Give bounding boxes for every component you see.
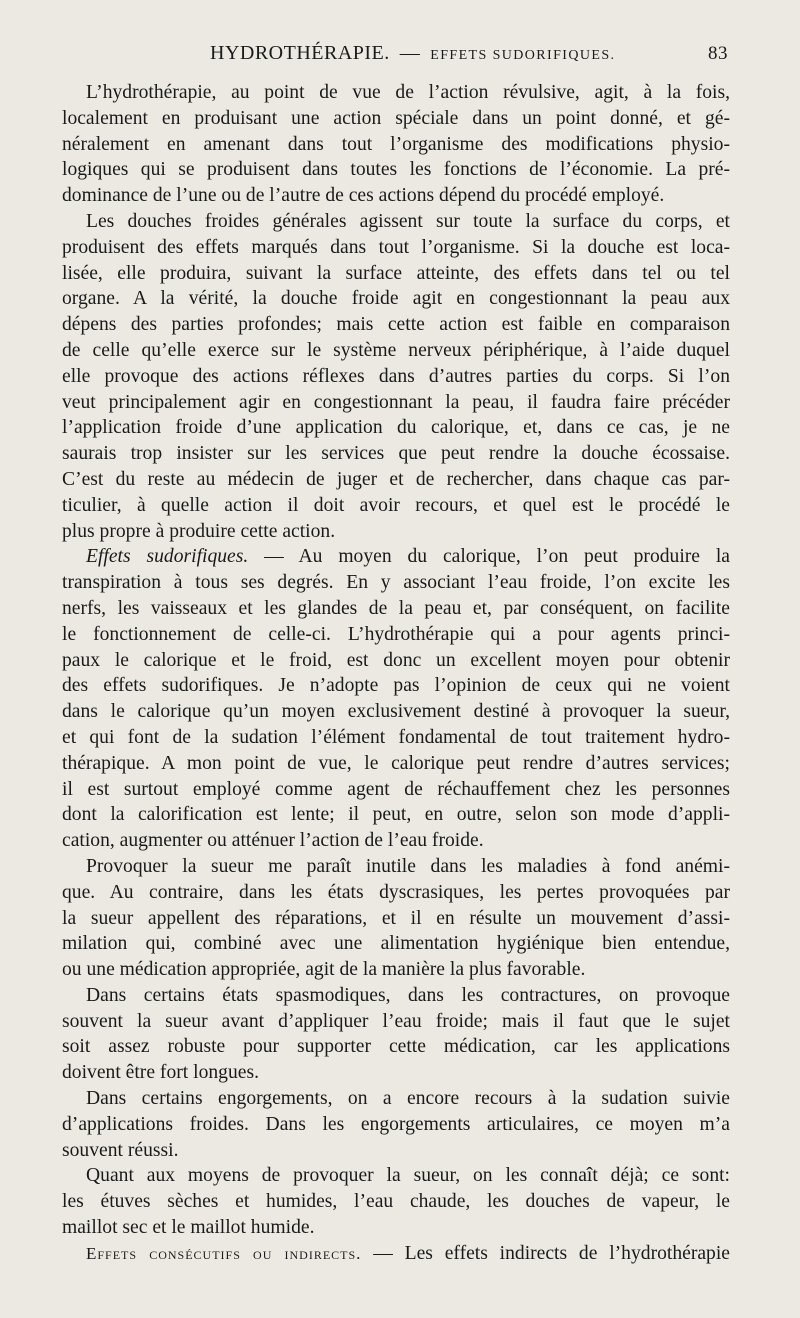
text-line	[62, 622, 730, 648]
line-text: ticulier, à quelle action il doit avoir recours, et quel est le procédé le	[62, 494, 730, 516]
line-text: la sueur appellent des réparations, et il en résulte un mouvement d’assi-	[62, 907, 730, 929]
line-text: nerfs, les vaisseaux et les glandes de la peau et, par conséquent, on facilite	[62, 597, 730, 619]
line-text: elle provoque des actions réflexes dans d’autres parties du corps. Si l’on	[62, 365, 730, 387]
running-header	[62, 42, 728, 72]
line-text: Dans certains états spasmodiques, dans les contractures, on provoque	[86, 984, 730, 1006]
text-line	[62, 1034, 730, 1060]
body-text	[62, 80, 730, 1267]
text-line	[62, 725, 730, 751]
text-line	[62, 519, 730, 545]
line-text: d’applications froides. Dans les engorgements articulaires, ce moyen m’a	[62, 1113, 730, 1135]
text-line	[62, 880, 730, 906]
line-text: néralement en amenant dans tout l’organisme des modifications physio-	[62, 133, 730, 155]
text-line	[62, 286, 730, 312]
text-line	[62, 1189, 730, 1215]
line-text: il est surtout employé comme agent de réchauffement chez les personnes	[62, 778, 730, 800]
text-line	[62, 854, 730, 880]
page-number: 83	[708, 43, 728, 64]
line-text: organe. A la vérité, la douche froide agit en congestionnant la peau aux	[62, 288, 730, 310]
text-line	[62, 415, 730, 441]
line-text: dont la calorification est lente; il peut, en outre, selon son mode d’appli-	[62, 804, 730, 826]
line-text: les étuves sèches et humides, l’eau chaude, les douches de vapeur, le	[62, 1191, 730, 1213]
text-line	[62, 1215, 730, 1241]
text-line	[62, 80, 730, 106]
line-text: soit assez robuste pour supporter cette médication, car les applications	[62, 1036, 730, 1058]
text-line	[62, 777, 730, 803]
line-text: dominance de l’une ou de l’autre de ces actions dépend du procédé employé.	[62, 185, 665, 207]
text-line	[62, 493, 730, 519]
running-title: HYDROTHÉRAPIE.	[210, 42, 390, 64]
line-text: plus propre à produire cette action.	[62, 520, 336, 542]
text-line	[62, 441, 730, 467]
text-line	[62, 312, 730, 338]
line-text: localement en produisant une action spéciale dans un point donné, et gé-	[62, 107, 730, 129]
text-line	[62, 931, 730, 957]
header-dash: —	[399, 42, 421, 64]
line-text: — Les effets indirects de l’hydrothérapie	[373, 1242, 730, 1264]
line-text: veut principalement agir en congestionnant la peau, il faudra faire précéder	[62, 391, 730, 413]
text-line	[62, 983, 730, 1009]
line-text: produisent des effets marqués dans tout l’organisme. Si la douche est loca-	[62, 236, 730, 258]
line-text: de celle qu’elle exerce sur le système nerveux périphérique, à l’aide duquel	[62, 339, 730, 361]
text-line	[62, 570, 730, 596]
text-line	[62, 1060, 730, 1086]
line-text: le fonctionnement de celle-ci. L’hydrothérapie qui a pour agents princi-	[62, 623, 730, 645]
line-text: l’application froide d’une application du calorique, et, dans ce cas, je ne	[62, 417, 730, 439]
line-text: ou une médication appropriée, agit de la manière la plus favorable.	[62, 959, 586, 981]
line-text: C’est du reste au médecin de juger et de rechercher, dans chaque cas par-	[62, 468, 730, 490]
line-text: L’hydrothérapie, au point de vue de l’action révulsive, agit, à la fois,	[86, 82, 730, 103]
text-line	[62, 648, 730, 674]
line-text: thérapique. A mon point de vue, le calorique peut rendre d’autres services;	[62, 752, 730, 774]
line-text: que. Au contraire, dans les états dyscrasiques, les pertes provoquées par	[62, 881, 730, 903]
text-line	[62, 209, 730, 235]
line-text: Dans certains engorgements, on a encore recours à la sudation suivie	[86, 1088, 730, 1110]
text-line	[62, 1163, 730, 1189]
text-line	[62, 467, 730, 493]
text-line	[62, 957, 730, 983]
line-text: souvent réussi.	[62, 1139, 179, 1161]
text-line	[62, 106, 730, 132]
text-line	[62, 261, 730, 287]
line-text: dans le calorique qu’un moyen exclusivement destiné à provoquer la sueur,	[62, 701, 730, 723]
line-text: Les douches froides générales agissent sur toute la surface du corps, et	[86, 210, 730, 232]
text-line	[62, 1086, 730, 1112]
line-text: — Au moyen du calorique, l’on peut produire la	[248, 546, 731, 568]
text-line	[62, 390, 730, 416]
text-line	[62, 1112, 730, 1138]
line-text: des effets sudorifiques. Je n’adopte pas l’opinion de ceux qui ne voient	[62, 675, 730, 697]
text-line	[62, 338, 730, 364]
text-line	[62, 673, 730, 699]
text-line	[62, 828, 730, 854]
text-line	[62, 183, 730, 209]
line-text: saurais trop insister sur les services que peut rendre la douche écossaise.	[62, 443, 730, 465]
text-line	[62, 596, 730, 622]
text-line	[62, 1009, 730, 1035]
text-line	[62, 544, 730, 570]
text-line	[62, 132, 730, 158]
line-text: doivent être fort longues.	[62, 1062, 259, 1084]
line-text: maillot sec et le maillot humide.	[62, 1217, 315, 1239]
line-text: paux le calorique et le froid, est donc un excellent moyen pour obtenir	[62, 649, 730, 671]
line-text: souvent la sueur avant d’appliquer l’eau froide; mais il faut que le sujet	[62, 1010, 730, 1032]
line-text: et qui font de la sudation l’élément fondamental de tout traitement hydro-	[62, 726, 730, 748]
text-line	[62, 235, 730, 261]
text-line	[62, 699, 730, 725]
text-line	[62, 802, 730, 828]
line-text: logiques qui se produisent dans toutes les fonctions de l’économie. La pré-	[62, 159, 730, 181]
text-line	[62, 751, 730, 777]
line-text: Quant aux moyens de provoquer la sueur, on les connaît déjà; ce sont:	[86, 1165, 730, 1187]
text-line	[62, 1241, 730, 1267]
section-heading-italic: Effets sudorifiques.	[86, 546, 249, 568]
line-text: milation qui, combiné avec une alimentation hygiénique bien entendue,	[62, 933, 730, 955]
line-text: dépens des parties profondes; mais cette action est faible en comparaison	[62, 314, 730, 336]
text-line	[62, 364, 730, 390]
text-line	[62, 157, 730, 183]
line-text: cation, augmenter ou atténuer l’action de l’eau froide.	[62, 830, 484, 852]
section-heading-smallcaps: Effets consécutifs ou indirects.	[86, 1243, 362, 1263]
running-section: EFFETS SUDORIFIQUES.	[430, 48, 616, 63]
line-text: Provoquer la sueur me paraît inutile dans les maladies à fond anémi-	[86, 855, 730, 877]
text-line	[62, 1138, 730, 1164]
line-text: lisée, elle produira, suivant la surface atteinte, des effets dans tel ou tel	[62, 262, 730, 284]
line-text: transpiration à tous ses degrés. En y associant l’eau froide, l’on excite les	[62, 572, 730, 594]
text-line	[62, 906, 730, 932]
